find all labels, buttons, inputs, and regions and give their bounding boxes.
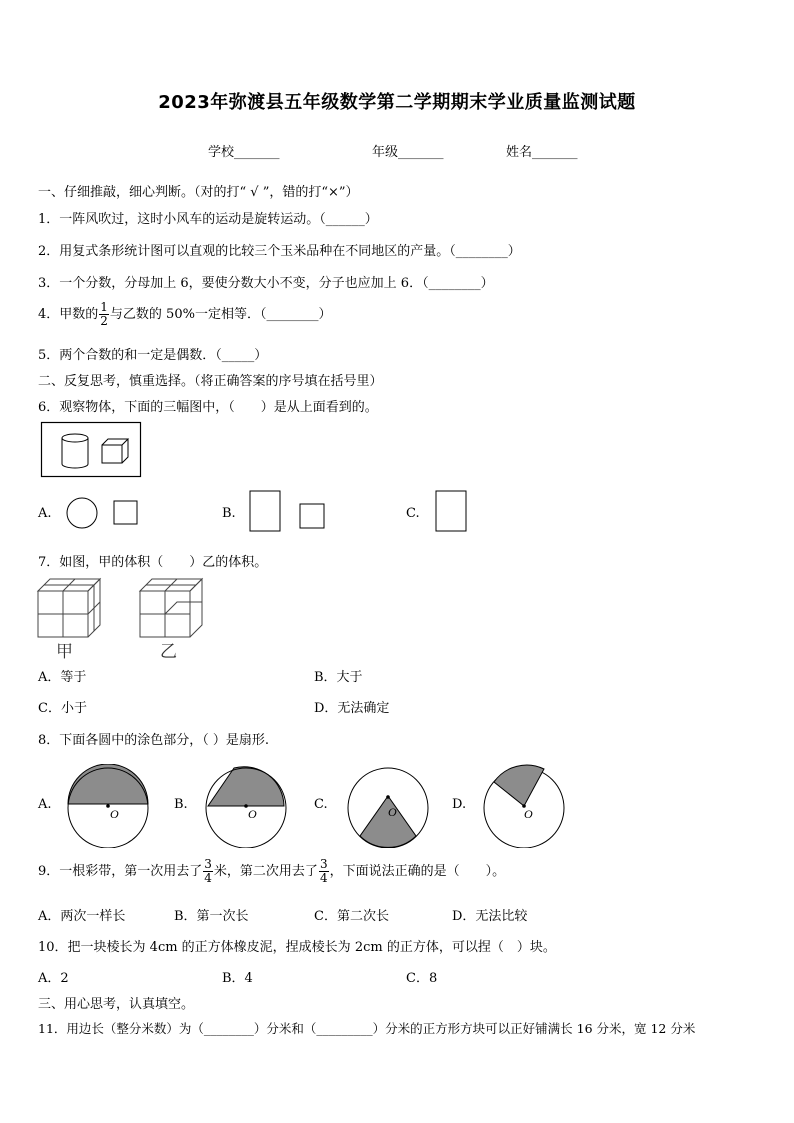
q8-a-center-label: O <box>110 807 119 821</box>
question-1: 1．一阵风吹过，这时小风车的运动是旋转运动。（______） <box>38 212 378 227</box>
q10-option-b: B．4 <box>222 971 253 986</box>
q7-option-a: A．等于 <box>38 670 87 685</box>
q8-option-a-label: A. <box>38 797 52 812</box>
fraction-one-half: $\frac{1}{2}$ <box>100 300 108 328</box>
q8-option-c-label: C. <box>314 797 328 812</box>
q6-option-b-label: B. <box>222 506 236 521</box>
q6-option-c-figure <box>432 489 472 533</box>
q6-option-c-label: C. <box>406 506 420 521</box>
question-4 <box>38 301 331 328</box>
q7-figure-jia <box>36 573 106 639</box>
q10-option-c: C．8 <box>406 971 438 986</box>
q6-option-b-figure <box>246 489 330 533</box>
name-field: 姓名_______ <box>506 145 578 160</box>
q8-d-center-label: O <box>524 807 533 821</box>
q9-option-a: A．两次一样长 <box>38 909 126 924</box>
question-11: 11．用边长（整分米数）为（________）分米和（_________）分米的正方形方块可以正好铺满长 16 分米，宽 12 分米 <box>38 1021 696 1036</box>
q7-figure-yi <box>138 573 208 639</box>
grade-field: 年级_______ <box>372 145 444 160</box>
question-9-part3: ，下面说法正确的是（ ）。 <box>329 864 506 879</box>
page-title: 2023年弥渡县五年级数学第二学期期末学业质量监测试题 <box>158 92 636 113</box>
fraction-three-quarters-1: $\frac{3}{4}$ <box>204 857 212 885</box>
q9-option-c: C．第二次长 <box>314 909 389 924</box>
school-field: 学校_______ <box>208 145 280 160</box>
question-4-after: 与乙数的 50%一定相等．（________） <box>109 307 332 322</box>
q6-option-a-figure <box>64 496 144 530</box>
q7-option-b: B．大于 <box>314 670 363 685</box>
q6-option-a-label: A. <box>38 506 52 521</box>
question-7: 7．如图，甲的体积（ ）乙的体积。 <box>38 555 268 570</box>
question-5: 5．两个合数的和一定是偶数．（_____） <box>38 348 268 363</box>
q8-b-center-label: O <box>248 807 257 821</box>
section-3-heading: 三、用心思考，认真填空。 <box>38 997 195 1012</box>
q9-option-d: D．无法比较 <box>452 909 528 924</box>
question-9-part2: 米，第二次用去了 <box>213 864 318 879</box>
q8-option-a-circle <box>66 764 150 848</box>
question-8: 8．下面各圆中的涂色部分，（ ）是扇形. <box>38 733 270 748</box>
question-2: 2．用复式条形统计图可以直观的比较三个玉米品种在不同地区的产量。（________） <box>38 244 521 259</box>
question-9-part1: 9．一根彩带，第一次用去了 <box>38 864 203 879</box>
q6-objects-figure <box>40 421 144 479</box>
q10-option-a: A．2 <box>38 971 69 986</box>
q7-label-yi: 乙 <box>160 642 177 662</box>
question-4-before: 4．甲数的 <box>38 307 99 322</box>
q8-option-b-circle <box>204 764 288 848</box>
q9-option-b: B．第一次长 <box>174 909 249 924</box>
section-1-heading: 一、仔细推敲，细心判断。（对的打“ √ ”，错的打“×”） <box>38 185 359 200</box>
question-10: 10．把一块棱长为 4cm 的正方体橡皮泥，捏成棱长为 2cm 的正方体，可以捏（ ）块。 <box>38 940 556 955</box>
question-3: 3．一个分数，分母加上 6，要使分数大小不变，分子也应加上 6．（________） <box>38 276 494 291</box>
q8-option-d-circle <box>482 764 566 848</box>
q8-c-center-label: O <box>388 805 397 819</box>
q7-option-d: D．无法确定 <box>314 701 390 716</box>
question-6: 6．观察物体，下面的三幅图中，（ ）是从上面看到的。 <box>38 400 378 415</box>
fraction-three-quarters-2: $\frac{3}{4}$ <box>319 857 328 885</box>
q7-option-c: C．小于 <box>38 701 87 716</box>
q8-option-c-circle <box>346 764 430 848</box>
q7-label-jia: 甲 <box>56 642 73 662</box>
q8-option-b-label: B. <box>174 797 188 812</box>
q8-option-d-label: D. <box>452 797 467 812</box>
question-9 <box>38 858 505 885</box>
section-2-heading: 二、反复思考，慎重选择。（将正确答案的序号填在括号里） <box>38 374 383 389</box>
